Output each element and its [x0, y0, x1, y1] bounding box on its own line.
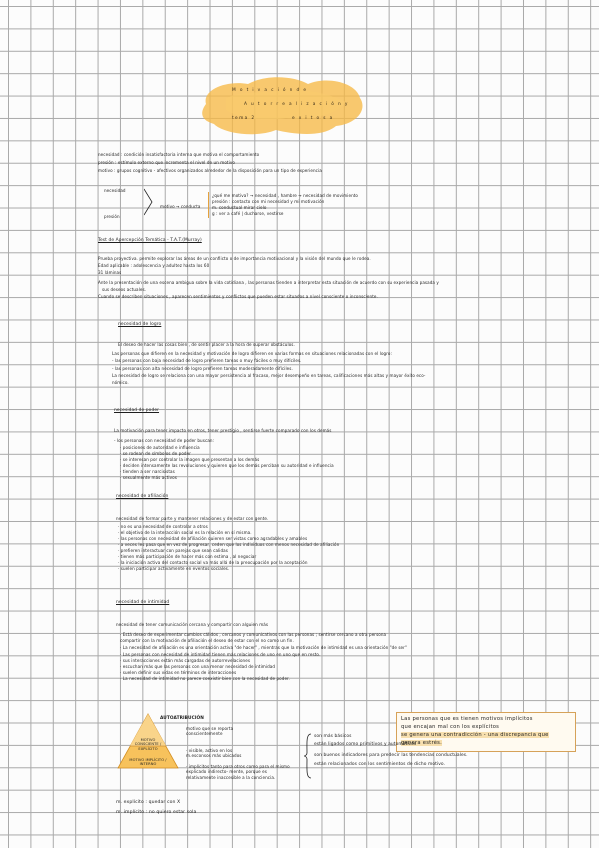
callout-line: genera estrés.	[401, 740, 443, 746]
intimidad-line: · escuchan más que las personas con una menor necesidad de intimidad	[120, 664, 276, 669]
intimidad-line: · suelen definir sus vidas en términos de interacciones	[120, 670, 237, 675]
afiliacion-line: · tienen más participación de hacer más con estima , al negociar	[118, 554, 257, 559]
poder-line: · posiciones de autoridad e influencia	[120, 445, 200, 450]
bracket-arrow-icon	[144, 187, 176, 217]
intimidad-line: necesidad de tener comunicación cercana y compartir con alguien más	[116, 622, 269, 627]
side-note-line: son buenos indicadores para predecir las tendencias conductuales.	[314, 753, 468, 758]
tat-line: Cuando se describen situaciones , aparecen sentimientos y conflictos que pueden estar situados a nivel consciente o inconsciente.	[98, 294, 378, 299]
tat-line: Ante la presentación de una escena ambigua sobre la vida cotidiana , las personas tienden a interpretar esta situación de acuerdo con su experiencia pasada y	[98, 280, 439, 285]
footer-implicito: m. implícito : no quiero estar sola	[116, 810, 197, 815]
afiliacion-line: necesidad de formar parte y mantener relaciones y de estar con gente.	[116, 516, 269, 521]
poder-line: La motivación para tener impacto en otros, tener prestigio , sentirse fuerte comparado con los demás	[114, 428, 332, 433]
definition-presion: presión : estímulo externo que incrementa el nivel de un motivo	[98, 160, 235, 165]
afiliacion-heading: necesidad de afiliación	[116, 494, 169, 499]
logro-line: nómico.	[112, 380, 129, 385]
afiliacion-line: · las personas con necesidad de afiliación quieren ser vistas como agradables y amables	[118, 536, 308, 541]
afiliacion-line: · la iniciación activa del contacto social va más allá de la preocupación por la aceptación	[118, 560, 308, 565]
title-line-3a: tema 2	[232, 116, 256, 121]
poder-line: - los personas con necesidad de poder buscan:	[114, 438, 215, 443]
afiliacion-line: · suelen participar activamente en eventos sociales.	[118, 566, 230, 571]
intimidad-line: · Está deseo de experimentar cambios cálidos , cercanos y comunicativos con las personas ; sentirse cercano a otra persona	[120, 632, 387, 637]
pyramid-autoatribucion: AUTOATRIBUCIÓN	[160, 716, 204, 721]
definition-motivo: motivo : grupos cognitivo - afectivos organizados alrededor de la disposición para un tipo de experiencia	[98, 168, 322, 173]
callout-box	[396, 712, 576, 752]
afiliacion-line: · a veces les pasa que en vez de progresar, ceden que los individuos con menos necesidad de afiliación	[118, 542, 340, 547]
diagram-necesidad-label: necesidad	[104, 188, 126, 193]
poder-heading: necesidad de poder	[114, 408, 160, 413]
title-line-1: M o t i v a c i ó n d e	[232, 88, 308, 93]
tat-heading: Test de Apercepción Temática - T.A.T.(Murray)	[98, 238, 202, 243]
pyramid-motivo-consciente: MOTIVO CONSCIENTE / EXPLÍCITO	[134, 738, 162, 751]
side-note-line: están relacionados con los sentimientos de dicho motivo.	[314, 762, 446, 767]
intimidad-heading: necesidad de intimidad	[116, 600, 170, 605]
diagram-line: m. conductual mirar cielo	[212, 205, 267, 210]
afiliacion-line: · no es una necesidad de controlar a otros	[118, 524, 208, 529]
tat-line: 31 láminas	[98, 270, 122, 275]
poder-line: · se rodean de símbolos de poder	[120, 451, 191, 456]
title-line-3b: e x i t o s a	[292, 116, 334, 121]
footer-explicito: m. explícito : quedar con X	[116, 800, 181, 805]
logro-line: - las personas con baja necesidad de logro prefieren tareas o muy fáciles o muy difíciles.	[112, 358, 302, 363]
diagram-presion-label: presión	[104, 214, 120, 219]
poder-line: · se interesan por controlar la imagen que presentan a los demás	[120, 457, 260, 462]
pyramid-note: · visible, activo en los m.esconsos más ubicados	[186, 748, 242, 759]
afiliacion-line: · el objetivo de la interacción social es la relación en sí misma.	[118, 530, 252, 535]
callout-line: se genera una contradicción - una discrepancia que	[401, 732, 549, 738]
logro-line: El deseo de hacer las cosas bien , de sentir placer a la hora de superar obstáculos.	[118, 342, 295, 347]
intimidad-line: compartir con la motivación de afiliación el deseo de estar con el no como un fin.	[120, 638, 294, 643]
title-line-2: A u t o r r e a l i z a c i ó n y	[244, 102, 349, 107]
pyramid-note: · implícitos tanto para otros como para el mismo explicado indirecto- mente, porque es relativamente inaccesible a la conciencia.	[186, 764, 290, 780]
poder-line: · sexualmente más activos	[120, 475, 177, 480]
intimidad-line: · sus interacciones están más cargadas de autorrevelaciones	[120, 658, 251, 663]
watercolor-highlight	[196, 72, 368, 142]
brace-icon	[303, 733, 313, 779]
callout-line: Las personas que es tienen motivos implícitos	[401, 716, 533, 722]
logro-line: - las personas con alta necesidad de logro prefieren tareas moderadamente difíciles.	[112, 366, 293, 371]
diagram-line: g : ver a café | ducharse, vestirse	[212, 211, 284, 216]
diagram-divider	[208, 192, 209, 218]
poder-line: · tienden a ser narcisistas	[120, 469, 175, 474]
pyramid-motivo-implicito: MOTIVO IMPLÍCITO / INTERNO	[129, 758, 167, 767]
pyramid-note: motivo que se reporta conscientemente	[186, 726, 234, 737]
tat-line: sus deseos actuales.	[102, 287, 147, 292]
logro-heading: necesidad de logro	[118, 322, 162, 327]
definition-necesidad: necesidad : condición insatisfactoria interna que motiva el comportamiento	[98, 152, 260, 157]
afiliacion-line: · prefieren interactuar con parejas que sean calidas	[118, 548, 228, 553]
side-note-line: son más básicos	[314, 734, 352, 739]
diagram-motivo-conducta: motivo → conducta	[160, 204, 201, 209]
intimidad-line: · La necesidad de intimidad no parece coexistir bien con la necesidad de poder.	[120, 676, 290, 681]
poder-line: · deciden intensamente las revoluciones y quieren que los demás perciban su autoridad e influencia	[120, 463, 334, 468]
logro-line: Las personas que difieren en la necesidad y motivación de logro difieren en varias formas en situaciones relacionadas con el logro:	[112, 351, 392, 356]
side-note-line: están ligados como primitivos y automáticos	[314, 742, 417, 747]
tat-line: Prueba proyectiva. permite explorar las áreas de un conflicto o de importancia motivacional y la visión del mundo que le rodea.	[98, 256, 371, 261]
diagram-line: ¿qué me motiva? → necesidad , hambre → necesidad de movimiento	[212, 193, 359, 198]
diagram-line: presión : contacto con mi necesidad y mi motivación	[212, 199, 325, 204]
callout-line: que encajan mal con los explícitos	[401, 724, 500, 730]
intimidad-line: · Las personas con necesidad de intimidad tienen más relaciones de uno en uno que en resto.	[120, 652, 321, 657]
intimidad-line: · La necesidad de afiliación es una orientación activa "de hacer" , mientras que la motivación de intimidad es una orientación "de ser"	[120, 645, 407, 650]
logro-line: La necesidad de logro se relaciona con una mayor persistencia al fracaso, mejor desempeño en tareas, calificaciones más altas y mayor éxito eco-	[112, 373, 426, 378]
tat-line: Edad aplicable : adolescencia y adultez hasta los 60	[98, 263, 210, 268]
